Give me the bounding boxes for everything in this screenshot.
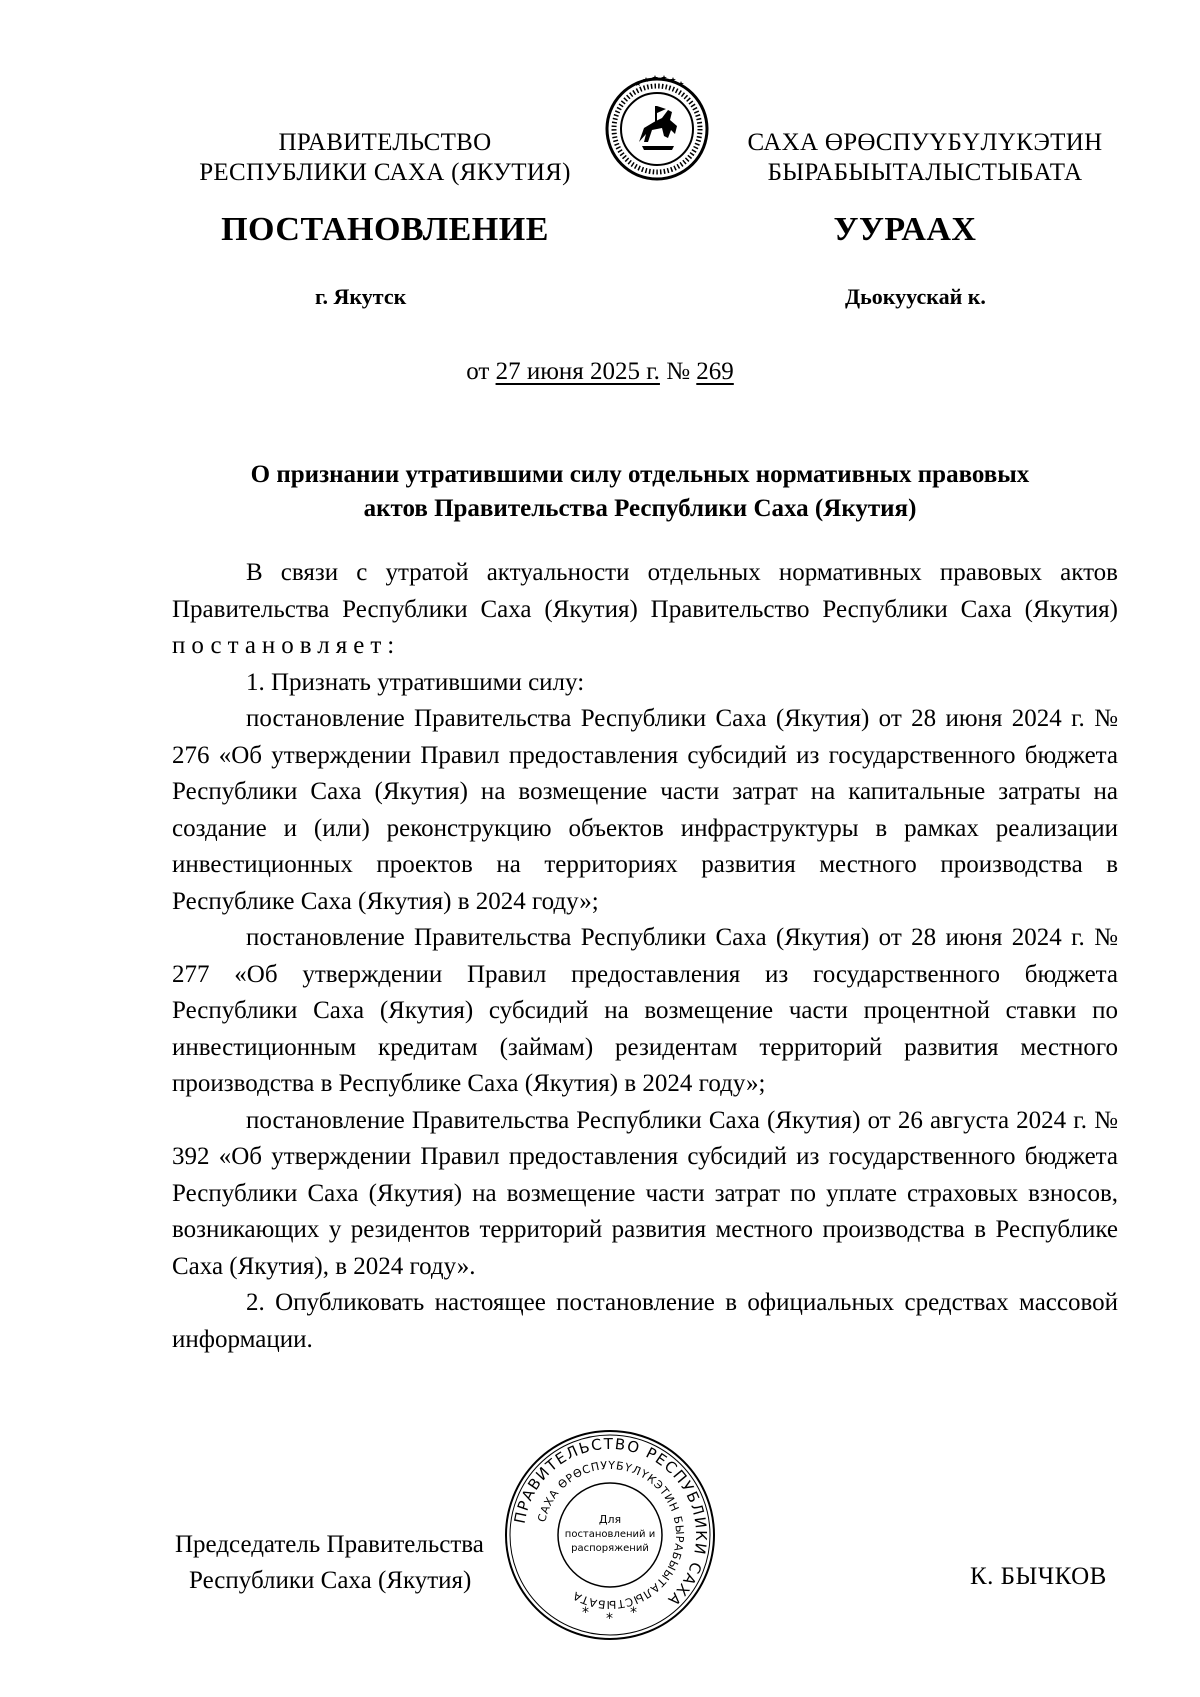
signatory-name: К. БЫЧКОВ — [970, 1563, 1107, 1590]
document-title — [160, 458, 1120, 526]
repealed-act-276: постановление Правительства Республики Саха (Якутия) от 28 июня 2024 г. № 276 «Об утверждении Правил предоставления субсидий из государственного бюджета Республики Саха (Якутия) на возмещение части затрат на капитальные затраты на создание и (или) реконструкцию объектов инфраструктуры в рамках реализации инвестиционных проектов на территориях развития местного производства в Республике Саха (Якутия) в 2024 году»; — [172, 705, 1118, 915]
document-date: 27 июня 2025 г. — [495, 358, 660, 385]
signatory-position — [175, 1527, 484, 1599]
stamp-center-line2: постановлений и — [564, 1529, 656, 1540]
official-stamp — [500, 1425, 720, 1645]
header-right-line2: БЫРАБЫЫТАЛЫСТЫБАТА — [767, 159, 1083, 186]
header-left — [190, 128, 580, 188]
svg-text:*: * — [630, 1605, 637, 1621]
document-body — [172, 555, 1118, 1358]
intro-paragraph — [172, 555, 1118, 665]
coat-of-arms-emblem — [602, 72, 712, 182]
position-line1: Председатель Правительства — [175, 1531, 484, 1558]
document-date-number — [0, 358, 1200, 386]
city-russian: г. Якутск — [315, 284, 407, 309]
doc-type-yakut: УУРААХ — [833, 211, 977, 248]
date-prefix: от — [466, 358, 490, 385]
item-2: 2. Опубликовать настоящее постановление в официальных средствах массовой информации. — [172, 1289, 1118, 1353]
intro-decree-word: постановляет: — [172, 632, 401, 659]
intro-text: В связи с утратой актуальности отдельных нормативных правовых актов Правительства Республики Саха (Якутия) Правительство Республики Саха (Якутия) — [172, 559, 1118, 623]
header-right-line1: САХА ӨРӨСПУҮБҮЛҮКЭТИН — [747, 129, 1103, 156]
header-right — [745, 128, 1105, 188]
repealed-act-392: постановление Правительства Республики Саха (Якутия) от 26 августа 2024 г. № 392 «Об утверждении Правил предоставления субсидий из государственного бюджета Республики Саха (Якутия) на возмещение части затрат по уплате страховых взносов, возникающих у резидентов территорий развития местного производства в Республике Саха (Якутия), в 2024 году». — [172, 1106, 1118, 1280]
stamp-center-line3: распоряжений — [571, 1543, 649, 1554]
position-line2: Республики Саха (Якутия) — [189, 1567, 472, 1594]
number-sign: № — [666, 358, 691, 385]
stamp-center-line1: Для — [598, 1513, 622, 1526]
svg-text:*: * — [606, 1611, 613, 1627]
svg-text:*: * — [582, 1605, 589, 1621]
city-yakut: Дьокуускай к. — [845, 284, 986, 309]
header-left-line2: РЕСПУБЛИКИ САХА (ЯКУТИЯ) — [199, 159, 571, 186]
repealed-act-277: постановление Правительства Республики Саха (Якутия) от 28 июня 2024 г. № 277 «Об утверждении Правил предоставления из государственного бюджета Республики Саха (Якутия) субсидий на возмещение части процентной ставки по инвестиционным кредитам (займам) резидентам территорий развития местного производства в Республике Саха (Якутия) в 2024 году»; — [172, 924, 1118, 1097]
item-1: 1. Признать утратившими силу: — [246, 668, 585, 696]
title-line1: О признании утратившими силу отдельных нормативных правовых — [250, 461, 1030, 488]
doc-type-russian: ПОСТАНОВЛЕНИЕ — [221, 211, 549, 248]
document-number: 269 — [696, 358, 734, 385]
title-line2: актов Правительства Республики Саха (Якутия) — [363, 495, 917, 522]
stamp-outer-text: ПРАВИТЕЛЬСТВО РЕСПУБЛИКИ САХА — [510, 1434, 711, 1611]
stamp-inner-text: САХА ӨРӨСПУҮБҮЛҮКЭТИН БЫРАБЫЫТАЛЫСТЫБАТА — [535, 1458, 687, 1612]
header-left-line1: ПРАВИТЕЛЬСТВО — [278, 129, 492, 156]
